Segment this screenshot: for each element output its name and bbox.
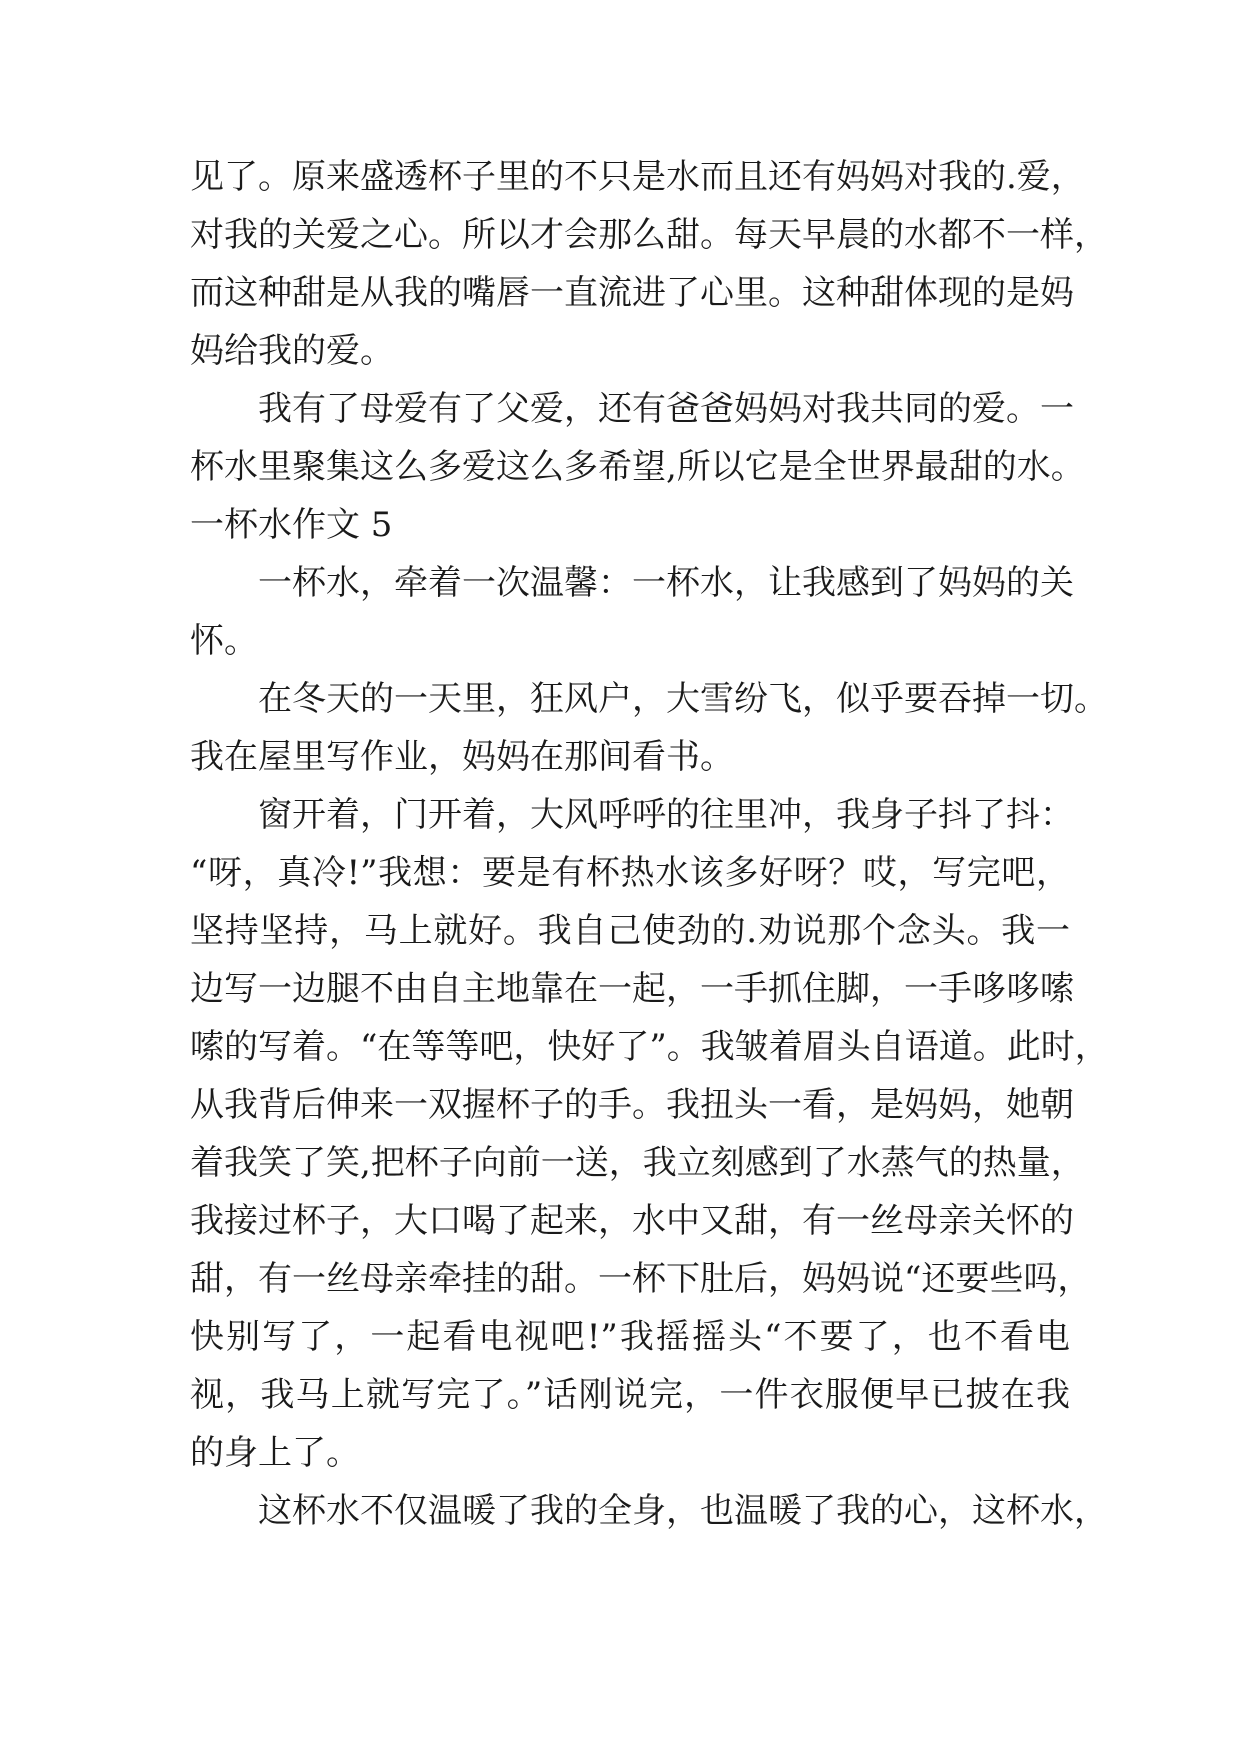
text-line: 我有了母爱有了父爱，还有爸爸妈妈对我共同的爱。一 bbox=[258, 389, 1074, 429]
text-line: 视，我马上就写完了。”话刚说完，一件衣服便早已披在我 bbox=[190, 1375, 1070, 1415]
text-line: 着我笑了笑,把杯子向前一送，我立刻感到了水蒸气的热量， bbox=[190, 1143, 1085, 1183]
text-line: 快别写了，一起看电视吧!”我摇摇头“不要了，也不看电 bbox=[190, 1317, 1070, 1357]
text-line: 在冬天的一天里，狂风户，大雪纷飞，似乎要吞掉一切。 bbox=[258, 679, 1108, 719]
text-body bbox=[190, 148, 1109, 1540]
text-line: 一杯水，牵着一次温馨：一杯水，让我感到了妈妈的关 bbox=[258, 563, 1074, 603]
text-line: 边写一边腿不由自主地靠在一起，一手抓住脚，一手哆哆嗦 bbox=[190, 969, 1074, 1009]
text-line: 对我的关爱之心。所以才会那么甜。每天早晨的水都不一样， bbox=[190, 215, 1108, 255]
text-line: 我在屋里写作业，妈妈在那间看书。 bbox=[190, 737, 734, 777]
text-line: 我接过杯子，大口喝了起来，水中又甜，有一丝母亲关怀的 bbox=[190, 1201, 1074, 1241]
text-line: 坚持坚持，马上就好。我自己使劲的.劝说那个念头。我一 bbox=[190, 911, 1070, 951]
text-line: 窗开着，门开着，大风呼呼的往里冲，我身子抖了抖： bbox=[258, 795, 1074, 835]
text-line: 怀。 bbox=[190, 621, 258, 661]
text-line: 一杯水作文 5 bbox=[190, 505, 393, 545]
text-line: 这杯水不仅温暖了我的全身，也温暖了我的心，这杯水， bbox=[258, 1491, 1108, 1531]
text-line: 妈给我的爱。 bbox=[190, 331, 394, 371]
document-page bbox=[190, 148, 1109, 1540]
text-line: 见了。原来盛透杯子里的不只是水而且还有妈妈对我的.爱， bbox=[190, 157, 1085, 197]
text-line: 而这种甜是从我的嘴唇一直流进了心里。这种甜体现的是妈 bbox=[190, 273, 1074, 313]
text-line: 的身上了。 bbox=[190, 1433, 360, 1473]
text-line: 嗦的写着。“在等等吧，快好了”。我皱着眉头自语道。此时， bbox=[190, 1027, 1109, 1067]
text-line: 杯水里聚集这么多爱这么多希望,所以它是全世界最甜的水。 bbox=[190, 447, 1085, 487]
text-line: 甜，有一丝母亲牵挂的甜。一杯下肚后，妈妈说“还要些吗， bbox=[190, 1259, 1092, 1299]
text-line: 从我背后伸来一双握杯子的手。我扭头一看，是妈妈，她朝 bbox=[190, 1085, 1074, 1125]
text-line: “呀，真冷!”我想：要是有杯热水该多好呀？哎，写完吧， bbox=[190, 853, 1070, 893]
